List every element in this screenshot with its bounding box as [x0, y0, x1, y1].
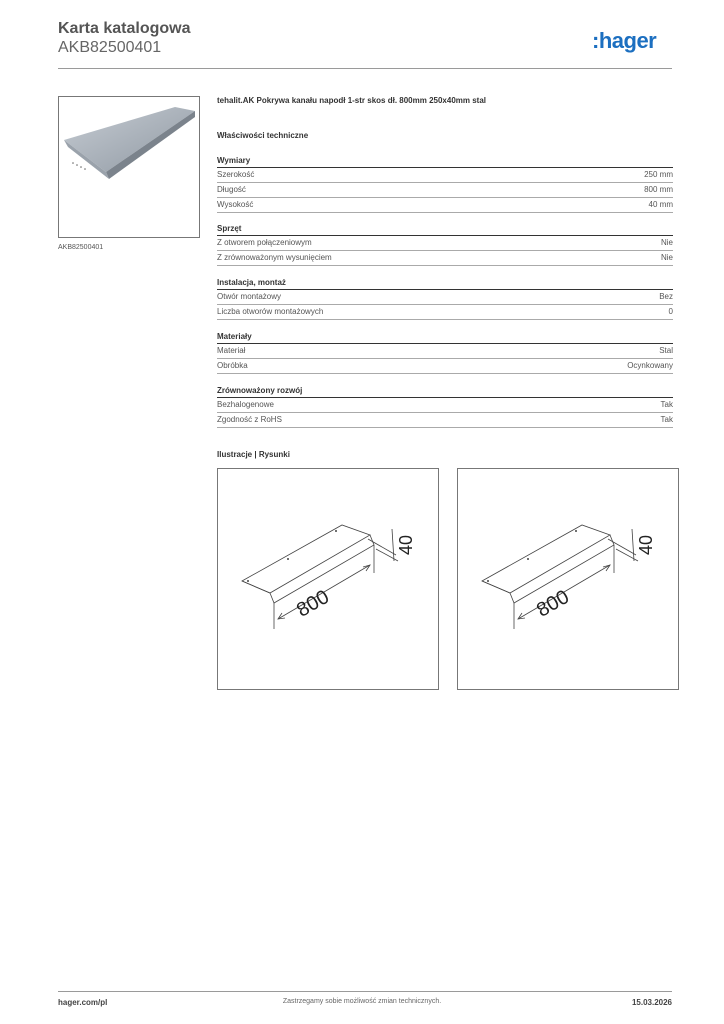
- spec-row: [217, 359, 673, 374]
- footer-notice: Zastrzegamy sobie możliwość zmian technicznych.: [282, 998, 442, 1005]
- technical-drawing-1: [217, 468, 439, 690]
- spec-row: [217, 398, 673, 413]
- spec-group-title: Wymiary: [217, 154, 673, 168]
- spec-row: [217, 168, 673, 183]
- spec-value: Nie: [660, 253, 673, 262]
- spec-row: [217, 305, 673, 320]
- spec-group-equipment: [217, 222, 673, 266]
- footer-divider: [58, 991, 672, 992]
- spec-value: Bez: [659, 292, 673, 301]
- spec-group-dimensions: [217, 154, 673, 213]
- spec-value: Stal: [659, 346, 673, 355]
- spec-label: Z otworem połączeniowym: [217, 238, 312, 247]
- spec-label: Zgodność z RoHS: [217, 415, 282, 424]
- spec-row: [217, 183, 673, 198]
- technical-properties-title: Właściwości techniczne: [217, 131, 309, 140]
- illustrations-title: Ilustracje | Rysunki: [217, 450, 290, 459]
- spec-value: Ocynkowany: [627, 361, 673, 370]
- footer-website-link[interactable]: hager.com/pl: [58, 998, 108, 1007]
- spec-value: 250 mm: [644, 170, 673, 179]
- footer-date: 15.03.2026: [631, 998, 672, 1007]
- spec-row: [217, 198, 673, 213]
- spec-group-installation: [217, 276, 673, 320]
- spec-label: Otwór montażowy: [217, 292, 282, 301]
- spec-value: 0: [668, 307, 673, 316]
- spec-group-materials: [217, 330, 673, 374]
- header-divider: [58, 68, 672, 69]
- spec-group-sustainability: [217, 384, 673, 428]
- product-image-frame: [58, 96, 200, 238]
- spec-value: Tak: [660, 415, 673, 424]
- spec-label: Bezhalogenowe: [217, 400, 274, 409]
- height-dimension-label: 40: [396, 534, 416, 556]
- spec-row: [217, 344, 673, 359]
- hager-logo: [592, 28, 656, 54]
- product-description: tehalit.AK Pokrywa kanału napodł 1-str skos dł. 800mm 250x40mm stal: [217, 96, 486, 105]
- spec-value: 40 mm: [648, 200, 673, 209]
- length-dimension-label: 800: [533, 585, 573, 622]
- spec-label: Długość: [217, 185, 246, 194]
- spec-group-title: Zrównoważony rozwój: [217, 384, 673, 398]
- technical-drawing-2: [457, 468, 679, 690]
- spec-row: [217, 290, 673, 305]
- logo-text: hager: [598, 28, 657, 53]
- spec-label: Obróbka: [217, 361, 248, 370]
- spec-value: Tak: [660, 400, 673, 409]
- spec-group-title: Sprzęt: [217, 222, 673, 236]
- product-image: [59, 97, 199, 237]
- drawing-svg: [458, 469, 678, 689]
- spec-row: [217, 251, 673, 266]
- product-image-caption: AKB82500401: [58, 244, 104, 251]
- spec-row: [217, 413, 673, 428]
- spec-label: Liczba otworów montażowych: [217, 307, 324, 316]
- spec-label: Szerokość: [217, 170, 255, 179]
- spec-value: 800 mm: [644, 185, 673, 194]
- spec-label: Materiał: [217, 346, 246, 355]
- drawing-svg: [218, 469, 438, 689]
- document-title: Karta katalogowa: [58, 20, 191, 37]
- height-dimension-label: 40: [636, 534, 656, 556]
- logo-colon: :: [592, 28, 599, 53]
- spec-group-title: Instalacja, montaż: [217, 276, 673, 290]
- spec-row: [217, 236, 673, 251]
- spec-label: Wysokość: [217, 200, 254, 209]
- spec-label: Z zrównoważonym wysunięciem: [217, 253, 332, 262]
- spec-group-title: Materiały: [217, 330, 673, 344]
- product-code-heading: AKB82500401: [58, 39, 162, 56]
- length-dimension-label: 800: [293, 585, 333, 622]
- spec-value: Nie: [660, 238, 673, 247]
